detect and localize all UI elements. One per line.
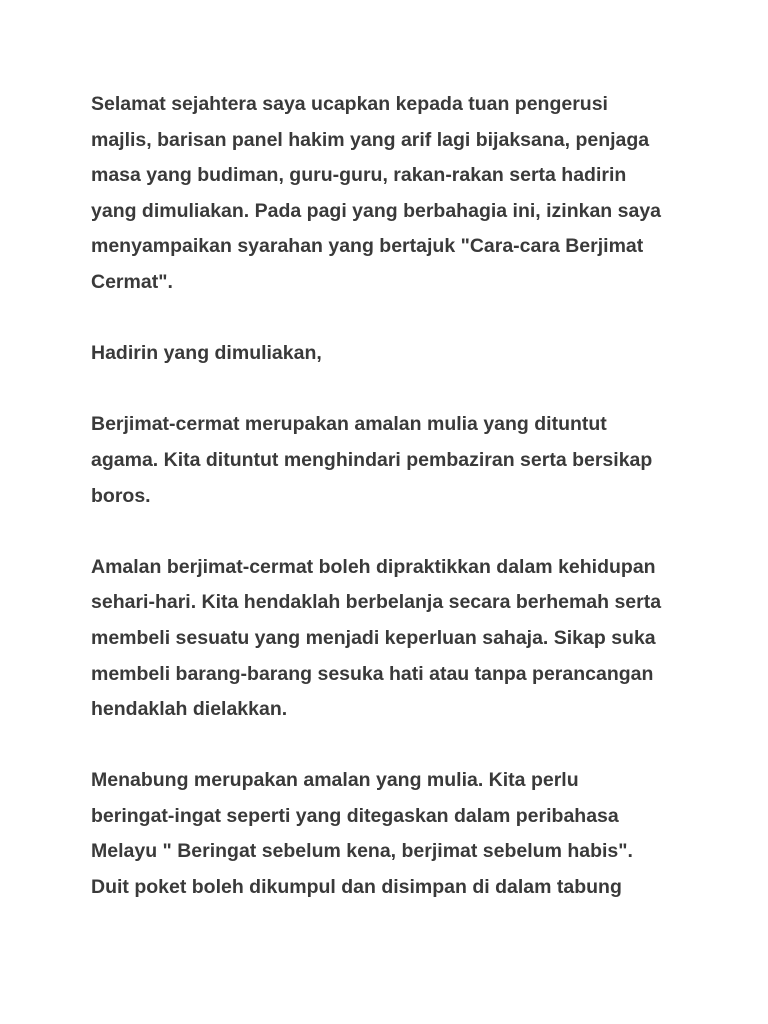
paragraph-greeting — [91, 87, 691, 301]
paragraph-practice — [91, 550, 691, 728]
text-line: agama. Kita dituntut menghindari pembaziran serta bersikap — [91, 448, 653, 471]
text-line: membeli barang-barang sesuka hati atau tanpa perancangan — [91, 662, 654, 685]
text-line: masa yang budiman, guru-guru, rakan-rakan serta hadirin — [91, 164, 627, 187]
text-line: membeli sesuatu yang menjadi keperluan sahaja. Sikap suka — [91, 626, 656, 649]
text-line: Duit poket boleh dikumpul dan disimpan di dalam tabung — [91, 876, 622, 899]
text-line: Menabung merupakan amalan yang mulia. Kita perlu — [91, 769, 579, 792]
text-line: boros. — [91, 484, 151, 507]
text-line: Selamat sejahtera saya ucapkan kepada tuan pengerusi — [91, 93, 608, 115]
text-line: Amalan berjimat-cermat boleh dipraktikkan dalam kehidupan — [91, 555, 656, 578]
text-line: sehari-hari. Kita hendaklah berbelanja secara berhemah serta — [91, 591, 662, 614]
text-line: menyampaikan syarahan yang bertajuk "Cara-cara Berjimat — [91, 235, 644, 258]
text-line: yang dimuliakan. Pada pagi yang berbahagia ini, izinkan saya — [91, 199, 662, 222]
text-line: Berjimat-cermat merupakan amalan mulia yang dituntut — [91, 413, 607, 436]
text-line: Hadirin yang dimuliakan, — [91, 342, 322, 365]
text-line: hendaklah dielakkan. — [91, 698, 288, 721]
text-line: beringat-ingat seperti yang ditegaskan dalam peribahasa — [91, 804, 619, 827]
paragraph-definition — [91, 407, 691, 514]
text-line: Cermat". — [91, 270, 173, 293]
text-line: majlis, barisan panel hakim yang arif lagi bijaksana, penjaga — [91, 128, 650, 151]
paragraph-address — [91, 336, 691, 372]
document-body — [91, 87, 691, 941]
text-line: Melayu " Beringat sebelum kena, berjimat sebelum habis". — [91, 840, 633, 863]
paragraph-saving — [91, 763, 691, 905]
